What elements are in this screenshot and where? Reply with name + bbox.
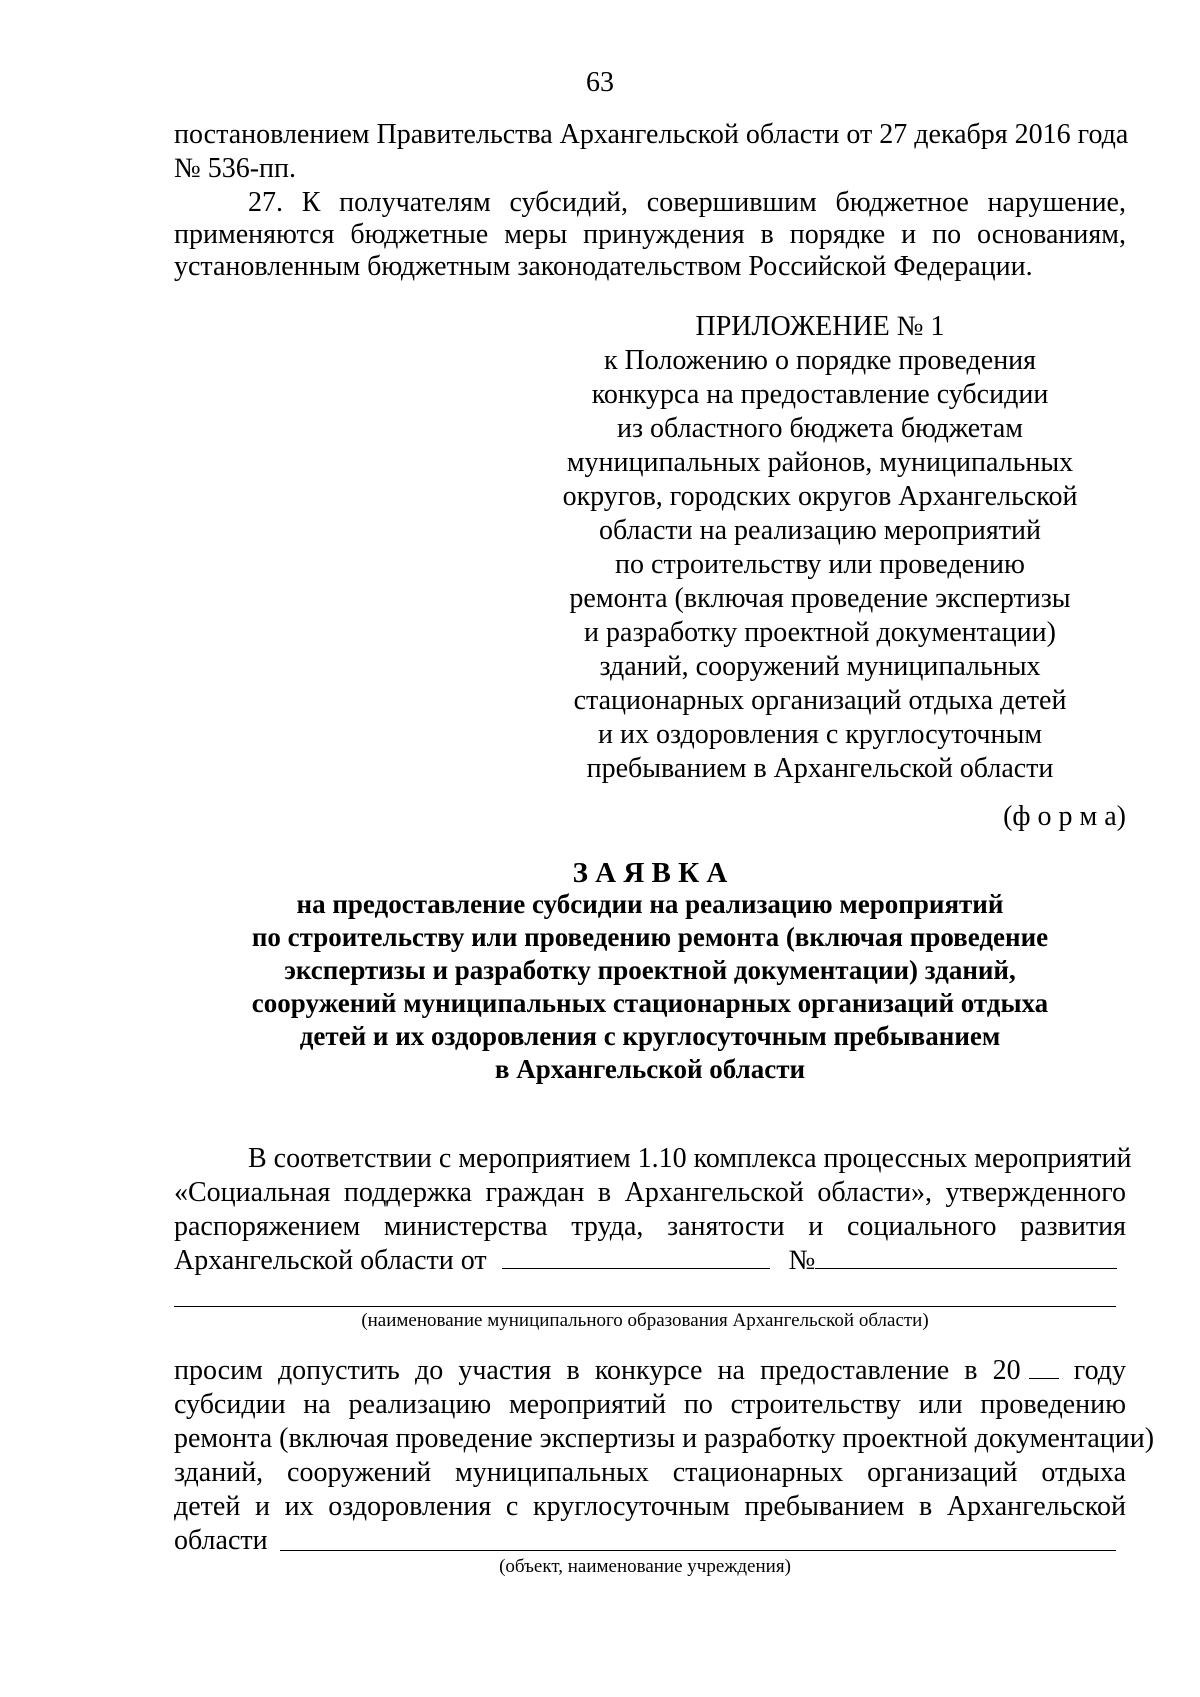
application-title: З А Я В К А [572,857,728,889]
body2-line-4: зданий, сооружений муниципальных стационарных организаций отдыха [174,1457,1126,1488]
appendix-line: к Положению о порядке проведения [603,345,1037,376]
appendix-line: округов, городских округов Архангельской [562,481,1078,512]
appendix-line: и разработку проектной документации) [584,617,1056,648]
body1-line-2: «Социальная поддержка граждан в Архангельской области», утвержденного [174,1177,1126,1208]
body1-line-3: распоряжением министерства труда, занятости и социального развития [174,1211,1126,1242]
clause-27-line-3: установленным бюджетным законодательством Российской Федерации. [174,251,1033,282]
body1-line-4 [174,1244,1117,1278]
appendix-line: из областного бюджета бюджетам [617,413,1023,444]
year-blank-field[interactable] [1029,1354,1059,1379]
body1-line-4-prefix: Архангельской области от [174,1245,487,1276]
page-number: 63 [586,67,614,98]
body2-last-prefix: области [174,1525,268,1556]
form-label: (ф о р м а) [1003,801,1126,832]
application-subtitle-line: детей и их оздоровления с круглосуточным пребыванием [299,1021,1001,1051]
body2-line-5: детей и их оздоровления с круглосуточным пребыванием в Архангельской [174,1491,1126,1522]
body1-line-1: В соответствии с мероприятием 1.10 комплекса процессных мероприятий [248,1143,1132,1174]
date-blank-field[interactable] [502,1244,770,1269]
appendix-line: зданий, сооружений муниципальных [599,651,1041,682]
appendix-line: стационарных организаций отдыха детей [573,685,1067,716]
body2-line-1-prefix: просим допустить до участия в конкурсе на предоставление в 20 [174,1355,1021,1386]
appendix-line: конкурса на предоставление субсидии [591,379,1049,410]
number-sign: № [788,1245,816,1276]
body2-line-1 [174,1354,1126,1388]
intro-line-1: постановлением Правительства Архангельской области от 27 декабря 2016 года [174,119,1129,150]
application-subtitle-line: сооружений муниципальных стационарных организаций отдыха [251,988,1049,1018]
appendix-line: и их оздоровления с круглосуточным [597,719,1043,750]
municipality-blank-field[interactable] [174,1306,1116,1307]
appendix-description [540,344,1100,786]
object-blank-field[interactable] [280,1550,1116,1551]
body2-line-2: субсидии на реализацию мероприятий по строительству или проведению [174,1389,1126,1420]
body2-line-3: ремонта (включая проведение экспертизы и разработку проектной документации) [174,1423,1155,1454]
body2-line-1-suffix: году [1073,1355,1127,1386]
appendix-line: муниципальных районов, муниципальных [566,447,1074,478]
clause-27-line-1: 27. К получателям субсидий, совершившим бюджетное нарушение, [248,187,1126,218]
municipality-caption: (наименование муниципального образования Архангельской области) [361,1310,929,1331]
application-subtitle-line: на предоставление субсидии на реализацию мероприятий [296,889,1004,919]
application-subtitle-line: в Архангельской области [494,1054,806,1084]
clause-27-line-2: применяются бюджетные меры принуждения в порядке и по основаниям, [174,219,1126,250]
object-caption: (объект, наименование учреждения) [499,1556,791,1577]
appendix-title: ПРИЛОЖЕНИЕ № 1 [695,311,945,342]
application-subtitle [0,888,1200,1086]
appendix-line: по строительству или проведению [615,549,1025,580]
appendix-line: пребыванием в Архангельской области [586,753,1054,784]
body2-line-6 [174,1524,268,1558]
number-blank-field[interactable] [815,1244,1117,1269]
application-subtitle-line: по строительству или проведению ремонта (включая проведение [251,922,1049,952]
application-subtitle-line: экспертизы и разработку проектной документации) зданий, [284,955,1016,985]
appendix-line: области на реализацию мероприятий [599,515,1041,546]
appendix-line: ремонта (включая проведение экспертизы [569,583,1071,614]
intro-line-2: № 536-пп. [174,153,297,184]
